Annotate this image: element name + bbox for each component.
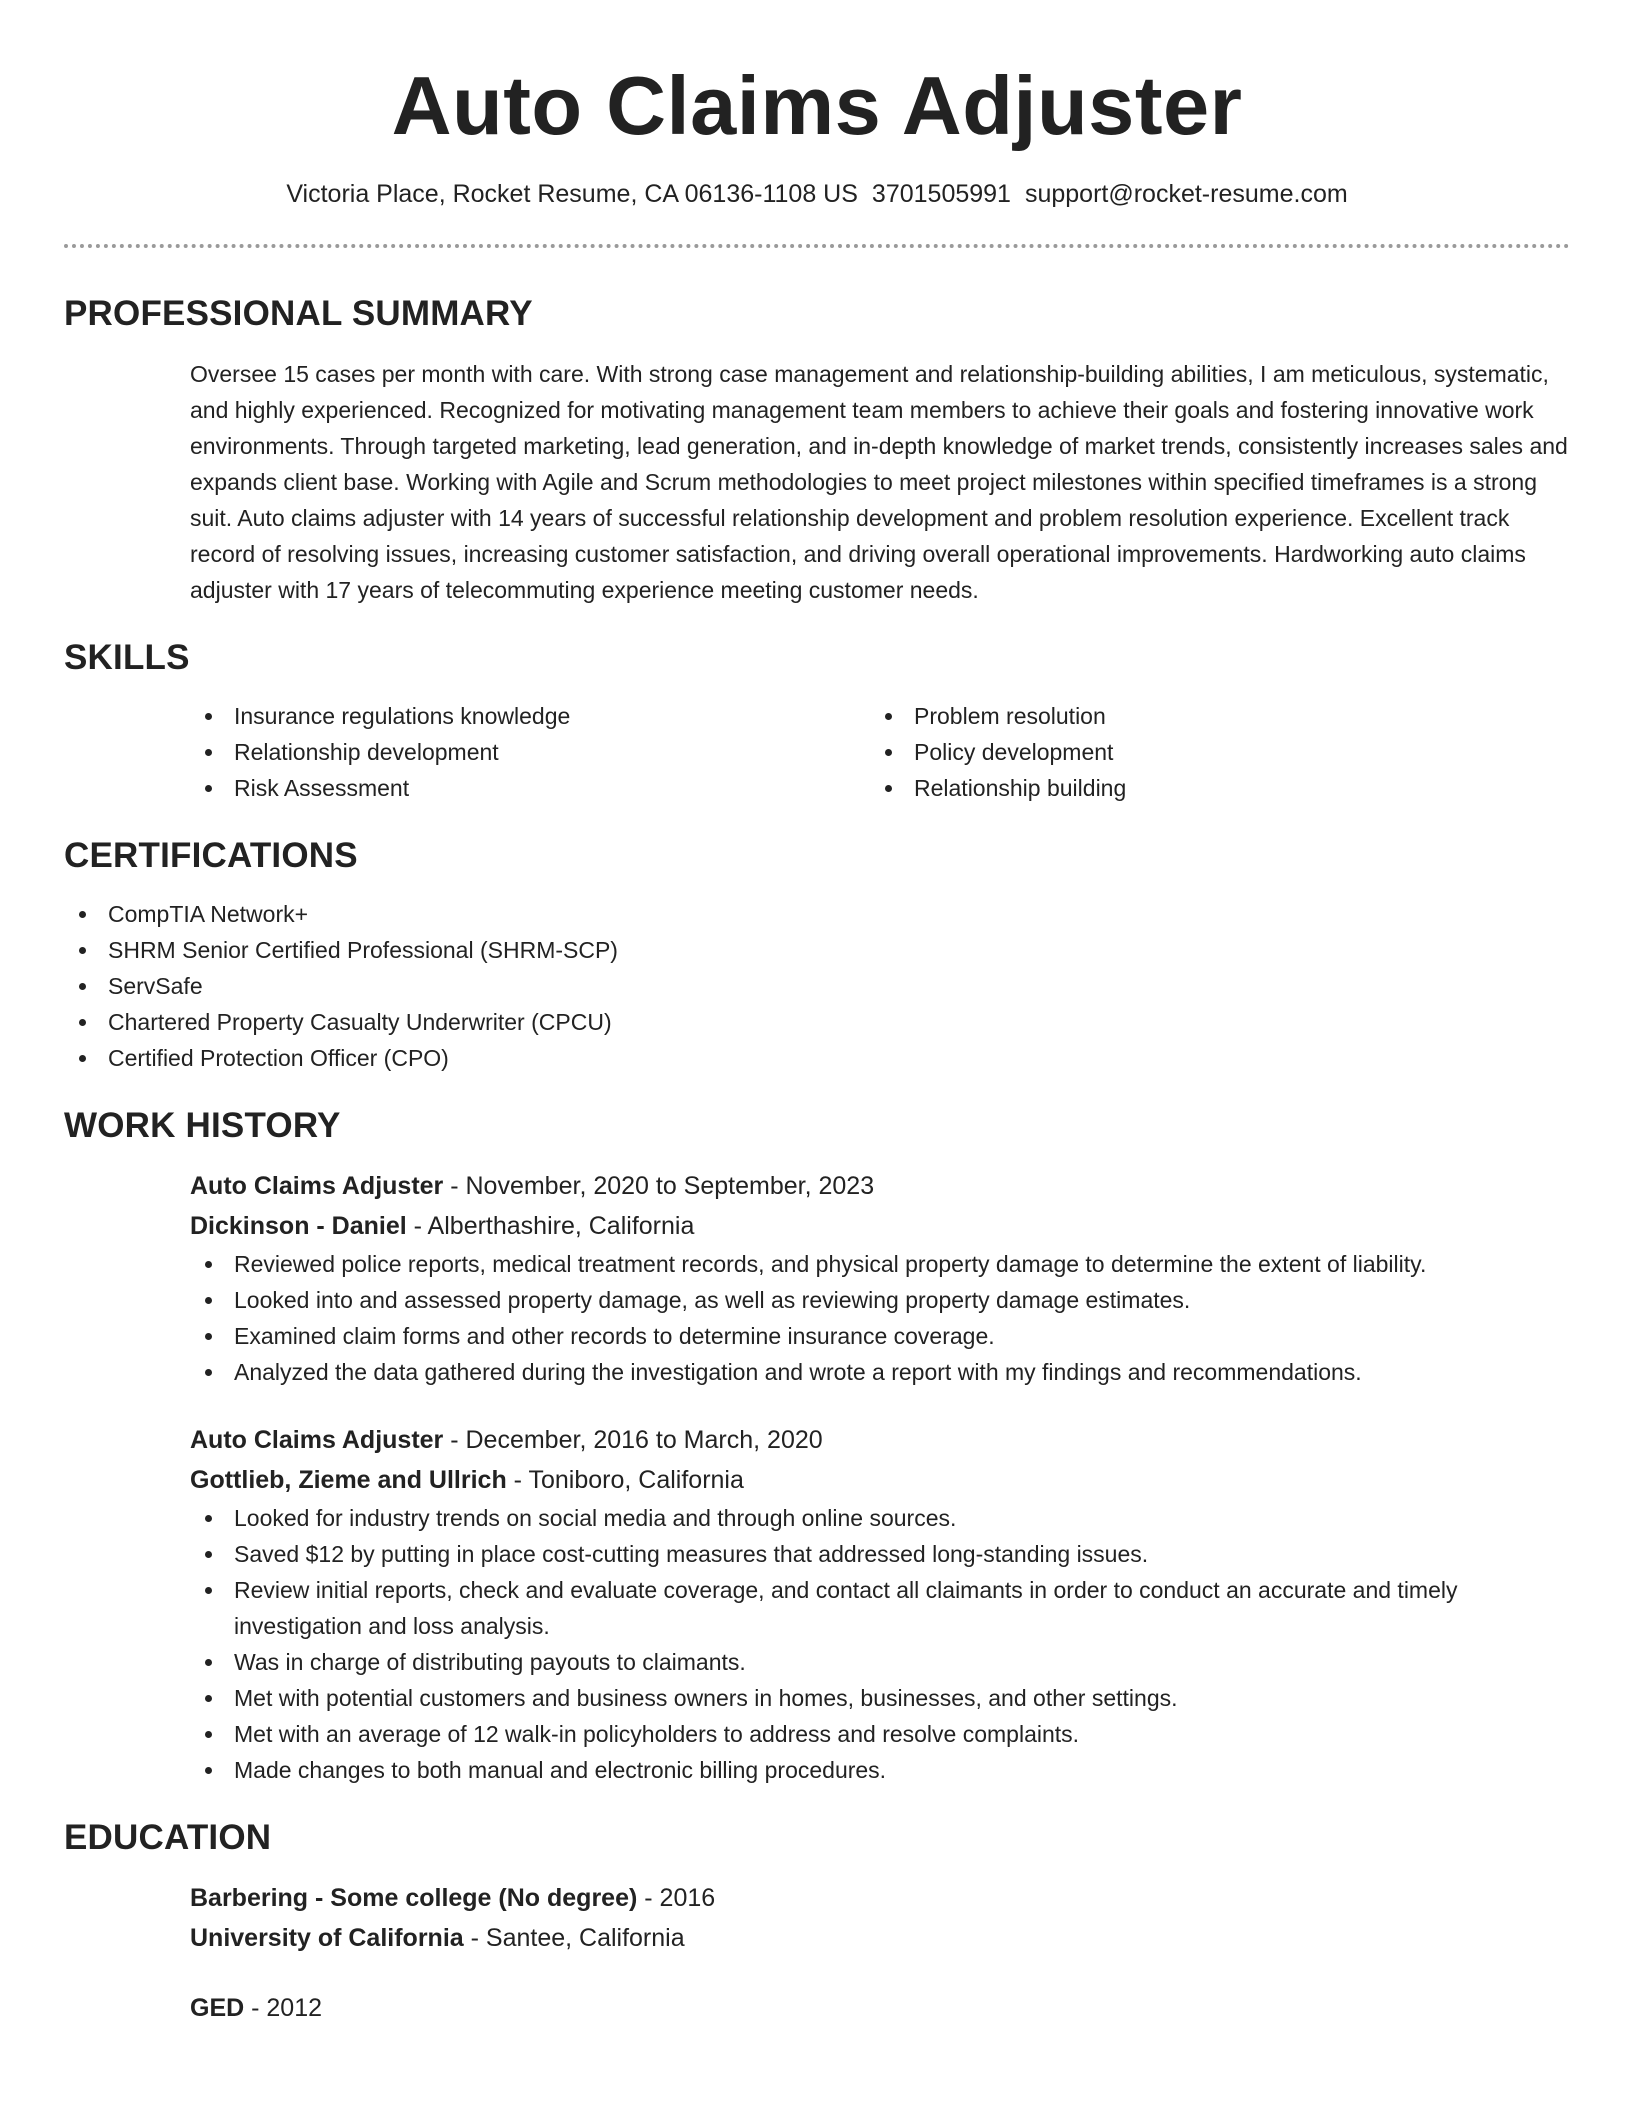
job-duty-item: Saved $12 by putting in place cost-cutting measures that addressed long-standing issues.	[190, 1536, 1570, 1572]
job-duty-item: Was in charge of distributing payouts to claimants.	[190, 1644, 1570, 1680]
contact-phone: 3701505991	[871, 180, 1011, 208]
work-history-heading: WORK HISTORY	[64, 1106, 341, 1145]
job-duty-item: Met with an average of 12 walk-in policyholders to address and resolve complaints.	[190, 1716, 1570, 1752]
certification-item: Chartered Property Casualty Underwriter (CPCU)	[64, 1004, 1570, 1040]
education-entry	[190, 1988, 1570, 2028]
job-role: Auto Claims Adjuster	[190, 1426, 444, 1454]
certification-item: CompTIA Network+	[64, 896, 1570, 932]
education-degree: GED	[190, 1994, 245, 2022]
education-degree-line	[190, 1988, 1570, 2028]
job-duty-item: Analyzed the data gathered during the investigation and wrote a report with my findings and recommendations.	[190, 1354, 1570, 1390]
skills-column-right	[870, 698, 1550, 806]
contact-email: support@rocket-resume.com	[1024, 180, 1348, 208]
certifications-heading: CERTIFICATIONS	[64, 836, 358, 875]
job-entry	[190, 1166, 1570, 1390]
job-title-line	[190, 1166, 1570, 1206]
job-duty-item: Made changes to both manual and electronic billing procedures.	[190, 1752, 1570, 1788]
education-year: - 2016	[637, 1884, 716, 1912]
job-location: - Alberthashire, California	[406, 1212, 695, 1240]
summary-heading: PROFESSIONAL SUMMARY	[64, 294, 533, 333]
job-dates: - November, 2020 to September, 2023	[443, 1172, 875, 1200]
skills-heading: SKILLS	[64, 638, 190, 677]
education-entry	[190, 1878, 1570, 1958]
certifications-list	[64, 896, 1570, 1076]
education-year: - 2012	[244, 1994, 323, 2022]
education-degree: Barbering - Some college (No degree)	[190, 1884, 638, 1912]
job-location: - Toniboro, California	[506, 1466, 744, 1494]
job-duty-item: Review initial reports, check and evaluate coverage, and contact all claimants in order to conduct an accurate and timely investigation and loss analysis.	[190, 1572, 1570, 1644]
header-divider	[64, 244, 1570, 248]
candidate-name: Auto Claims Adjuster	[391, 59, 1243, 152]
certification-item: SHRM Senior Certified Professional (SHRM-SCP)	[64, 932, 1570, 968]
certification-item: Certified Protection Officer (CPO)	[64, 1040, 1570, 1076]
job-title-line	[190, 1420, 1570, 1460]
job-company-line	[190, 1206, 1570, 1246]
job-dates: - December, 2016 to March, 2020	[443, 1426, 823, 1454]
job-company: Gottlieb, Zieme and Ullrich	[190, 1466, 507, 1494]
skill-item: Risk Assessment	[190, 770, 870, 806]
certification-item: ServSafe	[64, 968, 1570, 1004]
resume-page	[64, 0, 1570, 2028]
job-entry	[190, 1420, 1570, 1788]
education-degree-line	[190, 1878, 1570, 1918]
education-heading: EDUCATION	[64, 1818, 272, 1857]
job-role: Auto Claims Adjuster	[190, 1172, 444, 1200]
job-duty-item: Looked into and assessed property damage, as well as reviewing property damage estimates.	[190, 1282, 1570, 1318]
work-history-section	[64, 1104, 1570, 1788]
job-company-line	[190, 1460, 1570, 1500]
contact-address: Victoria Place, Rocket Resume, CA 06136-1108 US	[286, 180, 858, 208]
skill-item: Relationship development	[190, 734, 870, 770]
job-duty-item: Looked for industry trends on social media and through online sources.	[190, 1500, 1570, 1536]
job-duty-item: Reviewed police reports, medical treatment records, and physical property damage to determine the extent of liability.	[190, 1246, 1570, 1282]
education-location: - Santee, California	[463, 1924, 685, 1952]
job-duties-list	[190, 1246, 1570, 1390]
skill-item: Policy development	[870, 734, 1550, 770]
skill-item: Relationship building	[870, 770, 1550, 806]
summary-section	[64, 292, 1570, 608]
contact-line	[64, 178, 1570, 210]
skills-section	[64, 636, 1570, 806]
job-duty-item: Examined claim forms and other records to determine insurance coverage.	[190, 1318, 1570, 1354]
skill-item: Insurance regulations knowledge	[190, 698, 870, 734]
skill-item: Problem resolution	[870, 698, 1550, 734]
skills-list	[190, 698, 1570, 806]
summary-text: Oversee 15 cases per month with care. With strong case management and relationship-building abilities, I am meticulous, systematic, and highly experienced. Recognized for motivating management team members to achieve their goals and fostering innovative work environments. Through targeted marketing, lead generation, and in-depth knowledge of market trends, consistently increases sales and expands client base. Working with Agile and Scrum methodologies to meet project milestones within specified timeframes is a strong suit. Auto claims adjuster with 14 years of successful relationship development and problem resolution experience. Excellent track record of resolving issues, increasing customer satisfaction, and driving overall operational improvements. Hardworking auto claims adjuster with 17 years of telecommuting experience meeting customer needs.	[190, 361, 1568, 603]
certifications-section	[64, 834, 1570, 1076]
skills-column-left	[190, 698, 870, 806]
education-school: University of California	[190, 1924, 464, 1952]
education-section	[64, 1816, 1570, 2028]
education-school-line	[190, 1918, 1570, 1958]
job-company: Dickinson - Daniel	[190, 1212, 407, 1240]
job-duty-item: Met with potential customers and business owners in homes, businesses, and other settings.	[190, 1680, 1570, 1716]
job-duties-list	[190, 1500, 1570, 1788]
